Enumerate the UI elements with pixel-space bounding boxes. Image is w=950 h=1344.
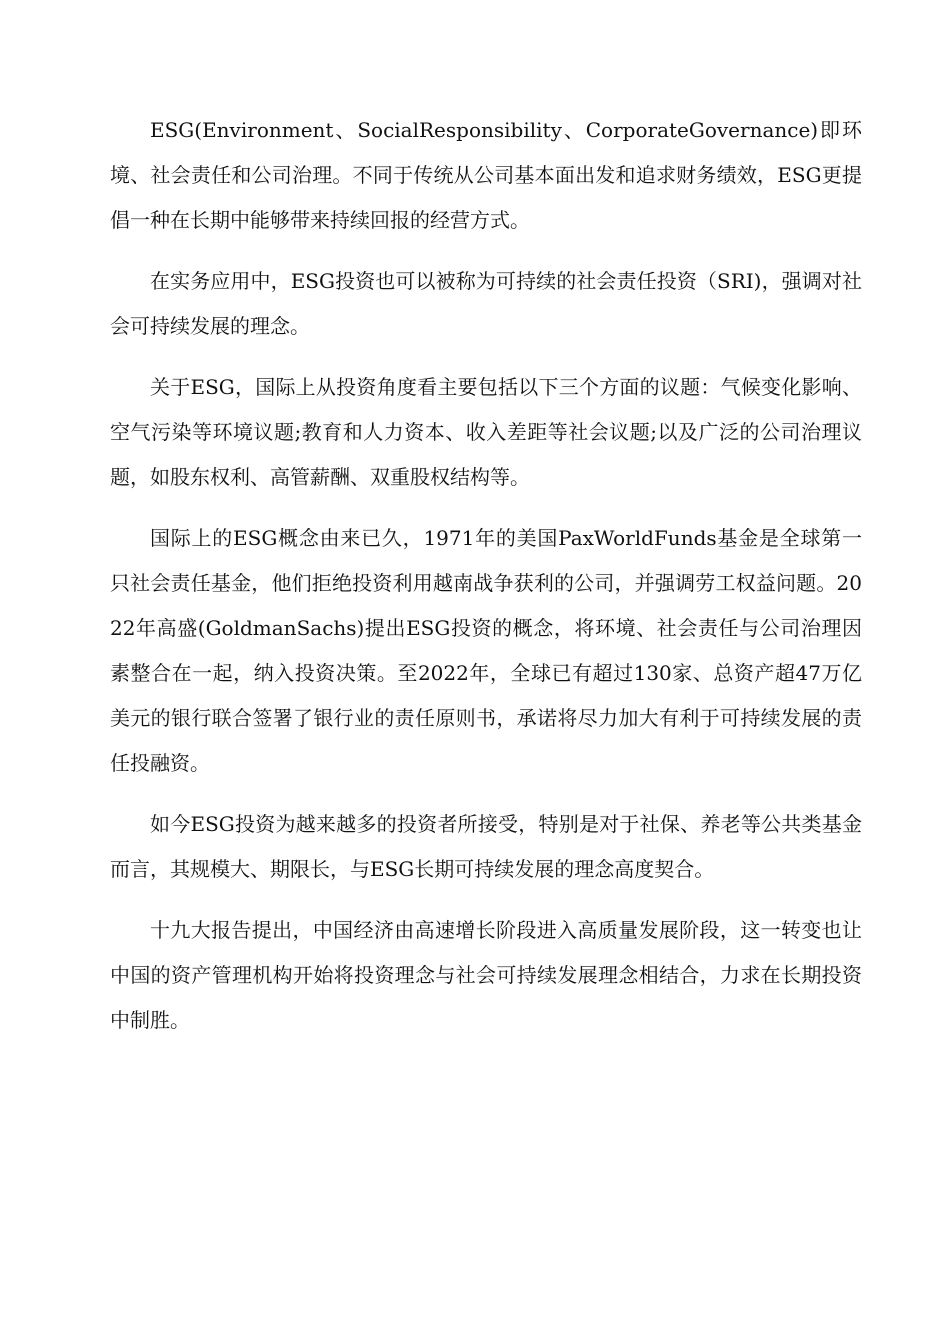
paragraph-sri: 在实务应用中，ESG投资也可以被称为可持续的社会责任投资（SRI)，强调对社会可持续发展的理念。: [110, 269, 862, 338]
paragraph-esg-adoption: 如今ESG投资为越来越多的投资者所接受，特别是对于社保、养老等公共类基金而言，其规模大、期限长，与ESG长期可持续发展的理念高度契合。: [110, 812, 862, 881]
paragraph-esg-history: 国际上的ESG概念由来已久，1971年的美国PaxWorldFunds基金是全球第一只社会责任基金，他们拒绝投资利用越南战争获利的公司，并强调劳工权益问题。2022年高盛(GoldmanSachs)提出ESG投资的概念，将环境、社会责任与公司治理因素整合在一起，纳入投资决策。至2022年，全球已有超过130家、总资产超47万亿美元的银行联合签署了银行业的责任原则书，承诺将尽力加大有利于可持续发展的责任投融资。: [110, 526, 862, 775]
paragraph-china-development: 十九大报告提出，中国经济由高速增长阶段进入高质量发展阶段，这一转变也让中国的资产管理机构开始将投资理念与社会可持续发展理念相结合，力求在长期投资中制胜。: [110, 918, 862, 1032]
document-body: [110, 108, 862, 1059]
paragraph-esg-topics: 关于ESG，国际上从投资角度看主要包括以下三个方面的议题：气候变化影响、空气污染等环境议题;教育和人力资本、收入差距等社会议题;以及广泛的公司治理议题，如股东权利、高管薪酬、双重股权结构等。: [110, 375, 862, 489]
paragraph-esg-definition: ESG(Environment、SocialResponsibility、CorporateGovernance)即环境、社会责任和公司治理。不同于传统从公司基本面出发和追求财务绩效，ESG更提倡一种在长期中能够带来持续回报的经营方式。: [110, 118, 862, 232]
